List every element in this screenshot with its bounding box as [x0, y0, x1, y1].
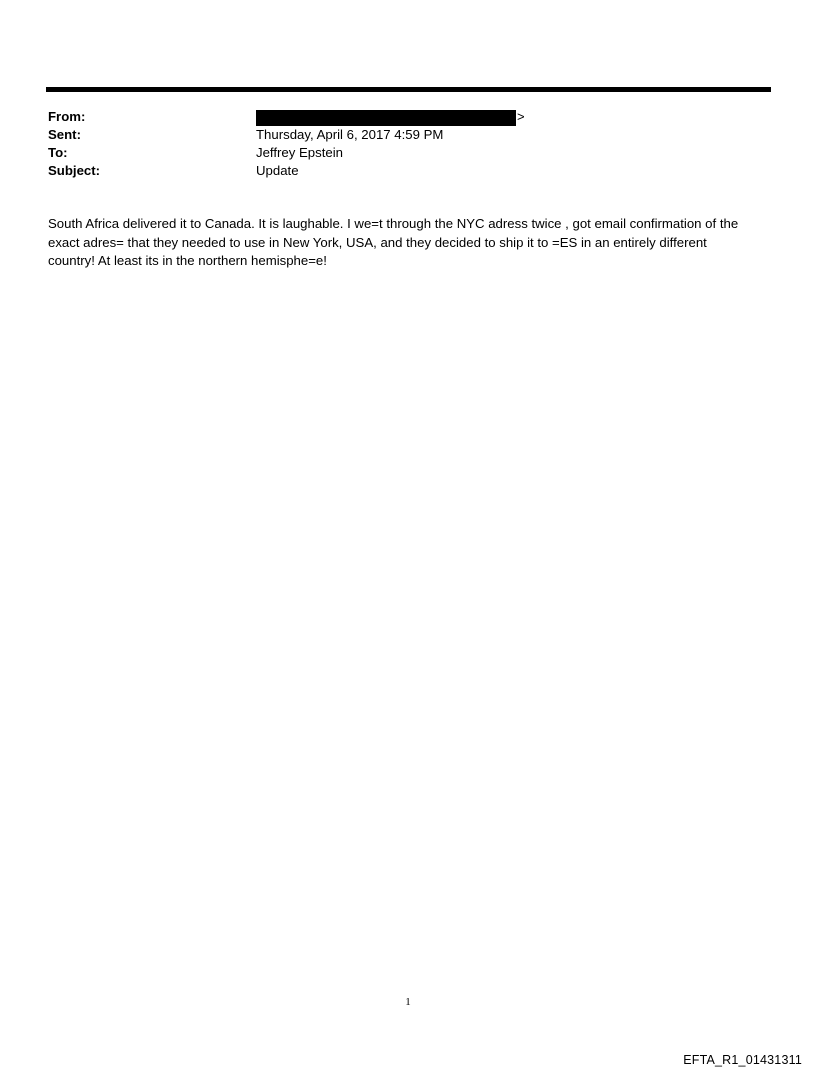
document-id: EFTA_R1_01431311 [683, 1053, 802, 1067]
email-body: South Africa delivered it to Canada. It is laughable. I we=t through the NYC adress twice , got email confirmation of the exact adres= that they needed to use in New York, USA, and they decided to ship it to =ES in an entirely different country! At least its in the northern hemisphe=e! [48, 216, 739, 268]
email-header [48, 108, 768, 180]
subject-row [48, 162, 768, 180]
subject-value: Update [256, 163, 299, 178]
from-label: From: [48, 109, 86, 124]
to-row [48, 144, 768, 162]
from-value-tail: > [517, 109, 525, 124]
from-row [48, 108, 768, 126]
header-divider [46, 87, 771, 92]
sent-value: Thursday, April 6, 2017 4:59 PM [256, 127, 444, 142]
sent-label: Sent: [48, 127, 81, 142]
sent-row [48, 126, 768, 144]
page-number: 1 [405, 996, 411, 1008]
to-value: Jeffrey Epstein [256, 145, 343, 160]
to-label: To: [48, 145, 68, 160]
redaction-block [256, 110, 516, 126]
subject-label: Subject: [48, 163, 101, 178]
from-value [256, 108, 525, 126]
